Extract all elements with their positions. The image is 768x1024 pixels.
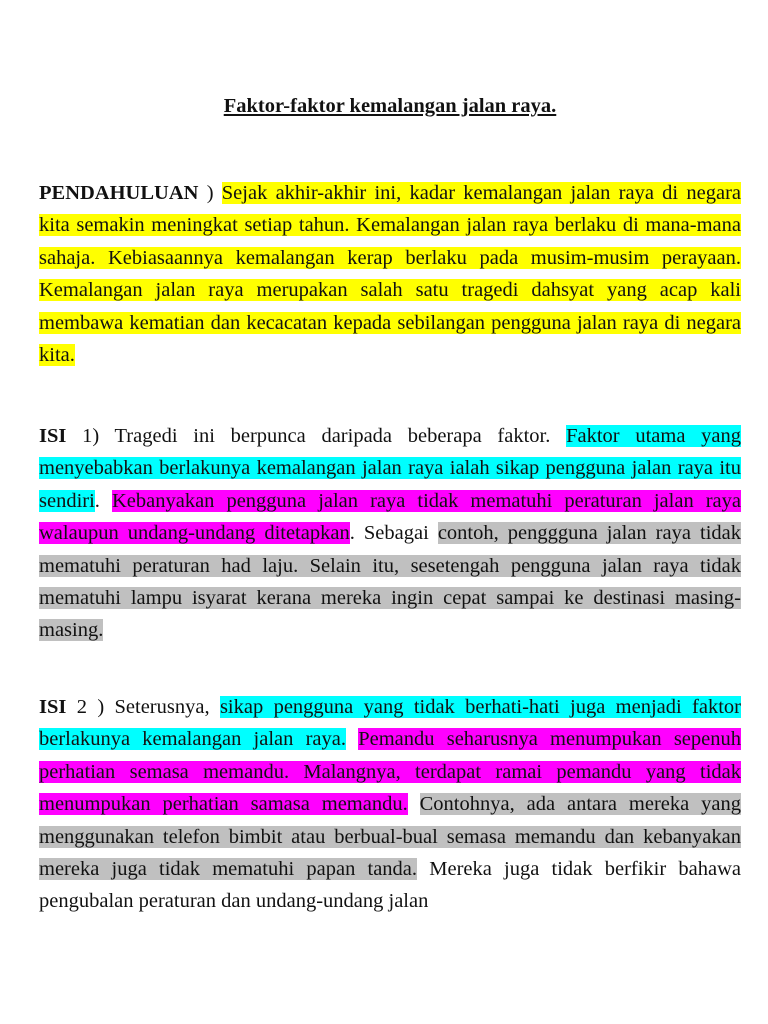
highlight-magenta-elaboration: Pemandu seharusnya menumpukan sepenuh perhatian semasa memandu. Malangnya, terdapat ramai pemandu yang tidak menumpukan perhatian samasa memandu. — [39, 728, 742, 816]
isi-1-connector: . Sebagai — [349, 522, 438, 545]
isi-1-punct: . — [94, 489, 112, 512]
isi-2-space — [346, 728, 358, 750]
highlight-yellow-intro: Sejak akhir-akhir ini, kadar kemalangan jalan raya di negara kita semakin meningkat setiap tahun. Kemalangan jalan raya berlaku di mana-mana sahaja. Kebiasaannya kemalangan kerap berlaku pada musim-musim perayaan. Kemalangan jalan raya merupakan salah satu tragedi dahsyat yang acap kali membawa kematian dan kecacatan kepada sebilangan pengguna jalan raya di negara kita. — [39, 182, 741, 367]
paragraph-isi-2 — [39, 691, 741, 918]
highlight-gray-example: contoh, penggguna jalan raya tidak mematuhi peraturan had laju. Selain itu, sesetengah pengguna jalan raya tidak mematuhi lampu isyarat kerana mereka ingin cepat sampai ke destinasi masing-masing. — [39, 522, 741, 642]
highlight-cyan-main-idea: sikap pengguna yang tidak berhati-hati juga menjadi faktor berlakunya kemalangan jalan raya. — [39, 696, 741, 751]
isi-2-intro: 2 ) Seterusnya, — [66, 696, 220, 718]
highlight-magenta-elaboration: Kebanyakan pengguna jalan raya tidak mematuhi peraturan jalan raya walaupun undang-undang ditetapkan — [39, 489, 742, 545]
isi-1-intro: 1) Tragedi ini berpunca daripada beberapa faktor. — [66, 425, 567, 447]
section-separator: ) — [198, 182, 222, 204]
paragraph-isi-1 — [39, 420, 741, 647]
paragraph-pendahuluan — [39, 177, 741, 371]
section-label-isi-2: ISI — [39, 696, 67, 718]
isi-2-tail: Mereka juga tidak berfikir bahawa pengubalan peraturan dan undang-undang jalan — [39, 858, 741, 913]
highlight-gray-example: Contohnya, ada antara mereka yang menggunakan telefon bimbit atau berbual-bual semasa memandu dan kebanyakan mereka juga tidak mematuhi papan tanda. — [39, 793, 742, 881]
section-label-isi-1: ISI — [39, 425, 67, 447]
highlight-cyan-main-idea: Faktor utama yang menyebabkan berlakunya kemalangan jalan raya ialah sikap pengguna jalan raya itu sendiri — [39, 425, 741, 512]
isi-2-space — [408, 793, 420, 815]
section-label-pendahuluan: PENDAHULUAN — [39, 182, 199, 204]
document-title: Faktor-faktor kemalangan jalan raya. — [223, 95, 557, 117]
